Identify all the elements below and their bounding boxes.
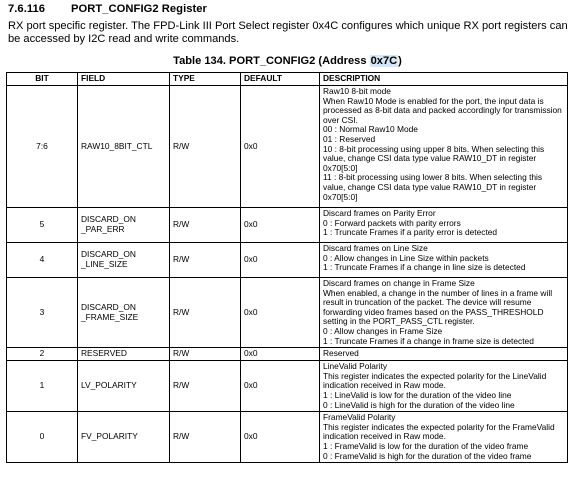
description-line: Reserved <box>323 348 359 359</box>
table-title <box>0 55 575 67</box>
cell-description <box>320 412 568 463</box>
table-row <box>7 348 568 361</box>
cell-type: R/W <box>170 412 241 463</box>
table-title-suffix: ) <box>398 55 402 67</box>
register-table <box>6 72 568 463</box>
description-line: When enabled, a change in the number of lines in a frame will result in truncation of the packet. The device will resume forwarding video frames based on the PASS_THRESHOLD setting in the PORT_PASS_CTL register. <box>323 287 553 327</box>
table-body <box>7 86 568 463</box>
description-line: 1 : Truncate Frames if a change in frame size is detected <box>323 335 534 346</box>
description-line: 1 : FrameValid is low for the duration of the video frame <box>323 440 529 451</box>
table-title-prefix: Table 134. PORT_CONFIG2 (Address <box>173 55 370 67</box>
section-heading <box>8 3 207 15</box>
cell-default: 0x0 <box>241 86 320 208</box>
cell-type: R/W <box>170 86 241 208</box>
description-line: Discard frames on Line Size <box>323 243 428 253</box>
header-description: DESCRIPTION <box>320 73 568 86</box>
description-line: Discard frames on change in Frame Size <box>323 278 475 288</box>
cell-type: R/W <box>170 243 241 278</box>
description-line: 0 : Allow changes in Line Size within packets <box>323 252 489 263</box>
table-header-row <box>7 73 568 86</box>
description-line: 0 : Forward packets with parity errors <box>323 217 461 228</box>
table-row <box>7 361 568 412</box>
cell-type: R/W <box>170 208 241 243</box>
cell-description <box>320 243 568 278</box>
cell-type: R/W <box>170 278 241 348</box>
header-default: DEFAULT <box>241 73 320 86</box>
cell-default: 0x0 <box>241 348 320 361</box>
cell-field: DISCARD_ON _FRAME_SIZE <box>78 278 170 348</box>
description-line: 01 : Reserved <box>323 133 376 144</box>
cell-description <box>320 278 568 348</box>
cell-bit: 7:6 <box>7 86 78 208</box>
cell-type: R/W <box>170 348 241 361</box>
cell-bit: 5 <box>7 208 78 243</box>
description-line: When Raw10 Mode is enabled for the port, the input data is processed as 8-bit data and packed accordingly for transmission over CSI. <box>323 95 562 125</box>
description-line: FrameValid Polarity <box>323 412 396 423</box>
table-row <box>7 86 568 208</box>
table-row <box>7 208 568 243</box>
section-number: 7.6.116 <box>8 3 46 15</box>
cell-field: DISCARD_ON _PAR_ERR <box>78 208 170 243</box>
cell-field: LV_POLARITY <box>78 361 170 412</box>
description-line: Raw10 8-bit mode <box>323 86 391 96</box>
cell-description <box>320 86 568 208</box>
cell-description <box>320 361 568 412</box>
table-row <box>7 243 568 278</box>
description-line: 0 : LineValid is high for the duration of the video line <box>323 399 515 410</box>
cell-field: RAW10_8BIT_CTL <box>78 86 170 208</box>
cell-description <box>320 208 568 243</box>
description-line: This register indicates the expected polarity for the LineValid indication received in Raw mode. <box>323 370 547 391</box>
description-line: 0 : FrameValid is high for the duration of the video frame <box>323 450 532 461</box>
description-line: Discard frames on Parity Error <box>323 208 436 218</box>
description-line: 1 : Truncate Frames if a parity error is detected <box>323 227 498 238</box>
description-line: 0 : Allow changes in Frame Size <box>323 325 443 336</box>
description-line: LineValid Polarity <box>323 361 388 372</box>
section-title: PORT_CONFIG2 Register <box>71 3 207 15</box>
cell-type: R/W <box>170 361 241 412</box>
table-row <box>7 412 568 463</box>
cell-bit: 0 <box>7 412 78 463</box>
header-type: TYPE <box>170 73 241 86</box>
header-field: FIELD <box>78 73 170 86</box>
header-bit: BIT <box>7 73 78 86</box>
description-line: This register indicates the expected polarity for the FrameValid indication received in Raw mode. <box>323 421 555 442</box>
cell-bit: 4 <box>7 243 78 278</box>
cell-description <box>320 348 568 361</box>
table-title-address-highlight[interactable]: 0x7C <box>370 55 398 67</box>
cell-field: DISCARD_ON _LINE_SIZE <box>78 243 170 278</box>
cell-default: 0x0 <box>241 361 320 412</box>
description-line: 10 : 8-bit processing using upper 8 bits. When selecting this value, change CSI data type value RAW10_DT in register 0x70[5:0] <box>323 143 545 173</box>
description-line: 1 : Truncate Frames if a change in line size is detected <box>323 262 526 273</box>
description-line: 11 : 8-bit processing using lower 8 bits. When selecting this value, change CSI data type value RAW10_DT in register 0x70[5:0] <box>323 172 543 202</box>
cell-bit: 1 <box>7 361 78 412</box>
description-line: 00 : Normal Raw10 Mode <box>323 124 418 135</box>
cell-default: 0x0 <box>241 412 320 463</box>
cell-bit: 2 <box>7 348 78 361</box>
cell-default: 0x0 <box>241 243 320 278</box>
intro-paragraph: RX port specific register. The FPD-Link III Port Select register 0x4C configures which unique RX port registers can be accessed by I2C read and write commands. <box>8 20 568 45</box>
cell-field: FV_POLARITY <box>78 412 170 463</box>
cell-default: 0x0 <box>241 208 320 243</box>
description-line: 1 : LineValid is low for the duration of the video line <box>323 389 512 400</box>
table-row <box>7 278 568 348</box>
cell-field: RESERVED <box>78 348 170 361</box>
cell-default: 0x0 <box>241 278 320 348</box>
cell-bit: 3 <box>7 278 78 348</box>
